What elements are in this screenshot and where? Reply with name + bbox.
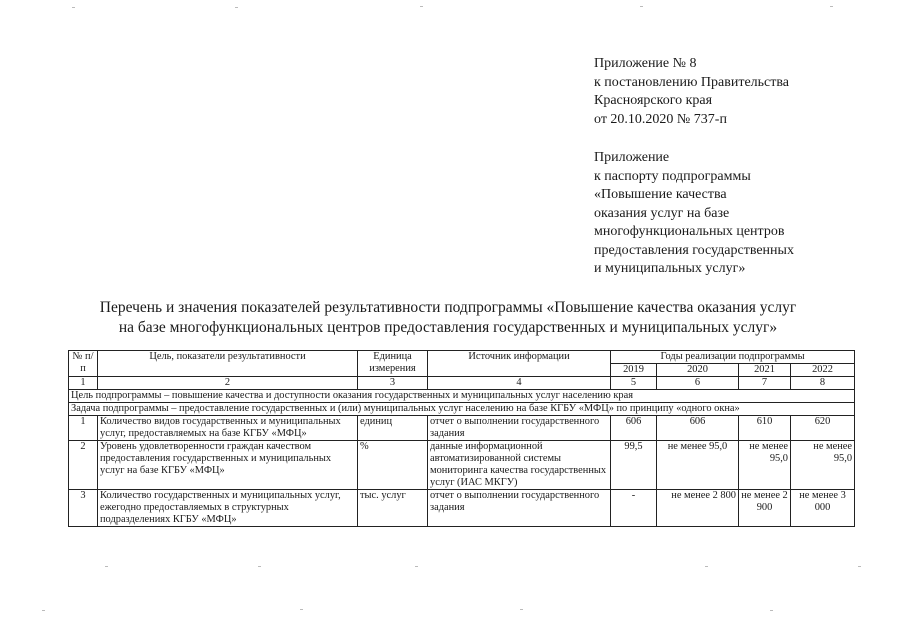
scan-speck [858,566,861,567]
header-year: 2019 [611,364,657,377]
row-y2020: не менее 95,0 [657,441,739,490]
passport-line: к паспорту подпрограммы [594,168,751,184]
column-number: 1 [69,377,98,390]
row-unit: тыс. услуг [358,490,428,527]
task-text: Задача подпрограммы – предоставление государственных и (или) муниципальных услуг населению на базе КГБУ «МФЦ» по принципу «одного окна» [69,403,855,416]
passport-line: Приложение [594,150,670,165]
passport-line: и муниципальных услуг» [594,261,746,276]
passport-line: «Повышение качества [594,187,727,202]
column-number: 2 [98,377,358,390]
row-num: 1 [69,416,98,441]
appendix-line: к постановлению Правительства [594,74,790,90]
column-numbers-row [69,377,855,390]
scan-speck [235,7,238,8]
appendix-block [594,55,854,279]
scan-speck [72,7,75,8]
row-y2022: не менее 3 000 [791,490,855,527]
header-years-group: Годы реализации подпрограммы [611,351,855,364]
header-row [69,351,855,364]
header-year: 2021 [739,364,791,377]
row-unit: % [358,441,428,490]
column-number: 3 [358,377,428,390]
row-y2020: не менее 2 800 [657,490,739,527]
appendix-line: Красноярского края [594,93,713,108]
header-year: 2020 [657,364,739,377]
scan-speck [42,610,45,611]
document-title [60,298,836,338]
goal-row [69,390,855,403]
scan-speck [830,6,833,7]
appendix-line: Приложение № 8 [594,56,697,71]
header-num: № п/п [69,351,98,377]
row-unit: единиц [358,416,428,441]
row-y2019: - [611,490,657,527]
column-number: 7 [739,377,791,390]
header-source: Источник информации [428,351,611,377]
row-y2021: не менее 2 900 [739,490,791,527]
column-number: 8 [791,377,855,390]
scan-speck [300,609,303,610]
row-num: 2 [69,441,98,490]
title-line: Перечень и значения показателей результативности подпрограммы «Повышение качества оказания услуг [99,299,797,316]
title-line: на базе многофункциональных центров предоставления государственных и муниципальных услуг» [118,319,778,336]
header-year: 2022 [791,364,855,377]
scan-speck [105,566,108,567]
passport-line: предоставления государственных [594,242,794,258]
scan-speck [415,566,418,567]
scan-speck [640,6,643,7]
row-source: отчет о выполнении государственного задания [428,416,611,441]
scan-speck [705,566,708,567]
row-y2020: 606 [657,416,739,441]
scan-speck [258,566,261,567]
row-name: Уровень удовлетворенности граждан качеством предоставления государственных и муниципальных услуг на базе КГБУ «МФЦ» [98,441,358,490]
scan-speck [770,610,773,611]
row-y2022: 620 [791,416,855,441]
goal-text: Цель подпрограммы – повышение качества и доступности оказания государственных и муниципальных услуг населению края [69,390,855,403]
column-number: 4 [428,377,611,390]
column-number: 6 [657,377,739,390]
header-goal: Цель, показатели результативности [98,351,358,377]
spacer [594,129,854,149]
row-y2019: 99,5 [611,441,657,490]
scan-speck [520,609,523,610]
row-name: Количество государственных и муниципальных услуг, ежегодно предоставляемых в структурных подразделениях КГБУ «МФЦ» [98,490,358,527]
passport-line: многофункциональных центров [594,224,785,239]
row-source: отчет о выполнении государственного задания [428,490,611,527]
row-source: данные информационной автоматизированной системы мониторинга качества государственных услуг (ИАС МКГУ) [428,441,611,490]
row-y2021: не менее 95,0 [739,441,791,490]
scan-speck [420,6,423,7]
indicators-table [68,350,855,527]
row-y2021: 610 [739,416,791,441]
row-name: Количество видов государственных и муниципальных услуг, предоставляемых на базе КГБУ «МФЦ» [98,416,358,441]
column-number: 5 [611,377,657,390]
table-row [69,416,855,441]
row-num: 3 [69,490,98,527]
table-row [69,441,855,490]
appendix-line: от 20.10.2020 № 737-п [594,111,727,127]
task-row [69,403,855,416]
header-unit: Единица измерения [358,351,428,377]
table-row [69,490,855,527]
row-y2019: 606 [611,416,657,441]
row-y2022: не менее 95,0 [791,441,855,490]
passport-line: оказания услуг на базе [594,205,730,221]
